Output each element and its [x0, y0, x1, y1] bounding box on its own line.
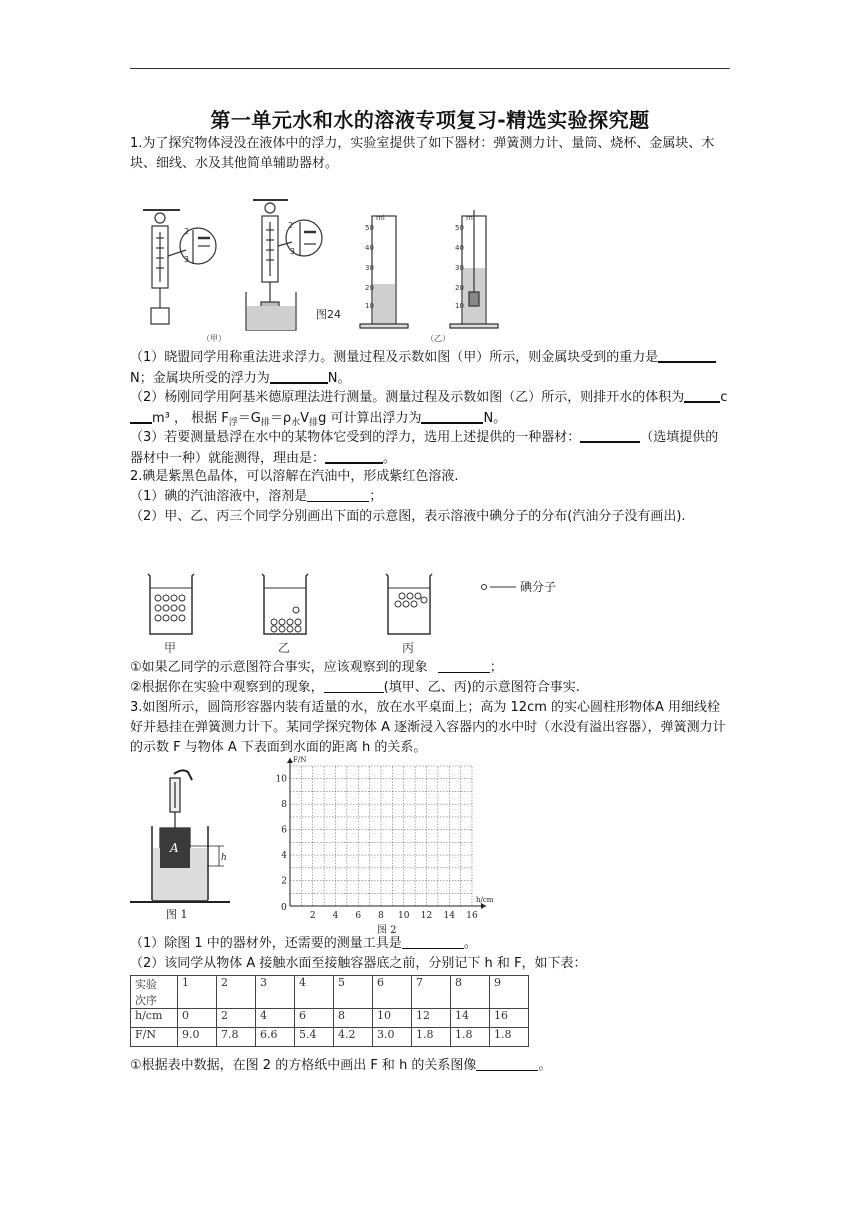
fig1-label: 图 1 [166, 908, 188, 921]
q1-intro: 1.为了探究物体浸没在液体中的浮力，实验室提供了如下器材：弹簧测力计、量筒、烧杯、金属块、木块、细线、水及其他简单辅助器材。 [130, 136, 715, 171]
table-cell: 10 [373, 1009, 412, 1028]
y-tick-label: 4 [281, 851, 287, 862]
q3-part1-end: 。 [463, 936, 477, 951]
table-cell: 12 [412, 1009, 451, 1028]
q3-part1 [130, 934, 730, 954]
beaker-yi-molecules [271, 607, 301, 632]
beaker-bing-molecules [395, 593, 427, 607]
x-tick-label: 4 [332, 911, 339, 921]
table-cell: 1.8 [451, 1028, 490, 1047]
q2-sub1-end: ； [489, 660, 503, 675]
table-cell: 1.8 [490, 1028, 529, 1047]
table-cell: 14 [451, 1009, 490, 1028]
table-cell: 1 [178, 976, 217, 1009]
y-axis-label: F/N [293, 756, 307, 764]
svg-text:20: 20 [365, 284, 374, 292]
q2-intro: 2.碘是紫黑色晶体，可以溶解在汽油中，形成紫红色溶液. [130, 469, 459, 484]
table-cell: 3 [256, 976, 295, 1009]
q1-part2-text-g: g 可计算出浮力为 [318, 411, 422, 426]
x-tick-label: 8 [378, 911, 384, 921]
q2-sub1 [130, 658, 730, 678]
q2-sub2-text-b: (填甲、乙、丙)的示意图符合事实. [383, 680, 580, 695]
q1-blank-weight[interactable] [658, 347, 716, 363]
scale1-tick-3: 3 [184, 255, 190, 264]
x-tick-label: 2 [309, 911, 316, 921]
q1-blank-force[interactable] [421, 408, 483, 424]
q1-blank-reason[interactable] [325, 448, 383, 464]
table-cell: 5 [334, 976, 373, 1009]
svg-text:40: 40 [365, 244, 374, 252]
beaker-label-yi: 乙 [278, 641, 291, 655]
q1-part1 [130, 347, 730, 389]
q1-part1-text-a: （1）晓盟同学用称重法进求浮力。测量过程及示数如图（甲）所示，则金属块受到的重力是 [130, 350, 659, 365]
data-table [130, 975, 529, 1047]
q2-part1-text: （1）碘的汽油溶液中，溶剂是 [130, 489, 308, 504]
table-cell: 0 [178, 1009, 217, 1028]
q3-intro: 3.如图所示，圆筒形容器内装有适量的水，放在水平桌面上；高为 12cm 的实心圆柱形物体A 用细线栓好并悬挂在弹簧测力计下。某同学探究物体 A 逐渐浸入容器内的水中时（水没有溢出容器），弹簧测力计的示数 F 与物体 A 下表面到水面的距离 h 的关系。 [130, 700, 726, 755]
y-tick-label: 2 [281, 876, 287, 887]
svg-text:30: 30 [455, 264, 464, 272]
beaker-yi [262, 574, 308, 634]
chart-ticks [276, 775, 478, 936]
q1-part3-text-c: 。 [383, 451, 397, 466]
q2-part1-end: ； [369, 489, 383, 504]
svg-text:10: 10 [455, 302, 464, 310]
q3-part1-text: （1）除图 1 中的器材外，还需要的测量工具是 [130, 936, 402, 951]
q1-part2-unit-c: c [720, 390, 728, 405]
x-tick-label: 16 [466, 911, 478, 921]
q2-sub2 [130, 678, 730, 698]
origin-label: 0 [281, 903, 287, 913]
scale1-tick-2: 2 [184, 227, 190, 236]
h-label: h [221, 853, 227, 863]
table-cell: 6.6 [256, 1028, 295, 1047]
table-row-order [131, 976, 529, 1009]
q3-part2-sub1-text: ①根据表中数据，在图 2 的方格纸中画出 F 和 h 的关系图像 [130, 1058, 477, 1073]
q1-part2-text-f: V [300, 411, 310, 426]
table-cell: 16 [490, 1009, 529, 1028]
x-axis-label: h/cm [476, 896, 494, 904]
sub-pai-1: 排 [260, 418, 270, 428]
svg-text:30: 30 [365, 264, 374, 272]
x-tick-label: 14 [443, 911, 455, 921]
table-cell: 9 [490, 976, 529, 1009]
q3-figure-1 [130, 766, 230, 926]
q3-blank-tool[interactable] [402, 934, 464, 949]
svg-text:ml: ml [376, 214, 385, 222]
svg-text:ml: ml [466, 214, 475, 222]
table-cell: 7 [412, 976, 451, 1009]
x-tick-label: 10 [398, 911, 410, 921]
beaker-jia [148, 574, 194, 634]
table-row-h [131, 1009, 529, 1028]
q2-beakers-figure [140, 566, 600, 656]
table-cell: 9.0 [178, 1028, 217, 1047]
q1-part2-text-e: ＝ρ [269, 411, 292, 426]
table-cell: 6 [295, 1009, 334, 1028]
measuring-cylinder-1 [360, 216, 408, 328]
table-cell: 1.8 [412, 1028, 451, 1047]
svg-text:40: 40 [455, 244, 464, 252]
q2-sub2-text-a: ②根据你在实验中观察到的现象， [130, 680, 324, 695]
q1-blank-equipment[interactable] [580, 427, 640, 443]
scale2-tick-2: 2 [288, 221, 294, 230]
y-tick-label: 6 [281, 825, 287, 836]
svg-text:50: 50 [455, 224, 464, 232]
fig-number: 图24 [316, 308, 341, 321]
table-cell: 4.2 [334, 1028, 373, 1047]
y-tick-label: 10 [276, 774, 287, 785]
q2-part1 [130, 487, 730, 507]
y-tick-label: 8 [281, 800, 287, 811]
beaker-label-jia: 甲 [164, 641, 177, 655]
page-title: 第一单元水和水的溶液专项复习-精选实验探究题 [210, 108, 650, 132]
q2-blank-phenomenon[interactable] [438, 658, 490, 673]
q2-blank-correct-diagram[interactable] [324, 678, 384, 693]
table-cell: 2 [217, 1009, 256, 1028]
q1-part2-text-a: （2）杨刚同学用阿基米德原理法进行测量。测量过程及示数如图（乙）所示，则排开水的体积为 [130, 390, 685, 405]
chart-grid [290, 766, 472, 906]
q1-part1-text-b: N；金属块所受的浮力为 [130, 371, 270, 386]
q1-blank-volume-2[interactable] [130, 408, 152, 424]
scale2-tick-3: 3 [290, 247, 296, 256]
fig2-label: 图 2 [377, 925, 397, 936]
table-cell: 4 [256, 1009, 295, 1028]
table-cell: 7.8 [217, 1028, 256, 1047]
q1-part3-text-b: （选填提供的器材中一种）就能测得，理由是： [130, 430, 719, 466]
svg-text:10: 10 [365, 302, 374, 310]
header-rule [130, 68, 730, 69]
sub-shui: 水 [291, 418, 301, 428]
q2-blank-solvent[interactable] [307, 487, 369, 502]
table-cell: 8 [334, 1009, 373, 1028]
q2-sub1-text: ①如果乙同学的示意图符合事实，应该观察到的现象 [130, 660, 428, 675]
table-cell: 4 [295, 976, 334, 1009]
table-head-order: 实验 次序 [131, 976, 178, 1009]
q1-part2-text-c: m³ ， 根据 F [152, 411, 229, 426]
beaker-jia-molecules [155, 595, 185, 621]
q3-chart [276, 756, 506, 936]
q1-part2-text-d: ＝G [237, 411, 261, 426]
q1-part3 [130, 427, 730, 469]
block-label-a: A [170, 841, 179, 855]
beaker-label-bing: 丙 [402, 641, 415, 655]
table-cell: 5.4 [295, 1028, 334, 1047]
svg-text:20: 20 [455, 284, 464, 292]
q3-part2-sub1-end: 。 [538, 1058, 552, 1073]
q3-part2-sub1 [130, 1056, 730, 1076]
legend-molecule-icon [482, 585, 487, 590]
sub-fu: 浮 [228, 418, 238, 428]
q1-blank-buoyancy[interactable] [270, 368, 328, 384]
spring-scale-1 [143, 210, 216, 324]
q2-part2: （2）甲、乙、丙三个同学分别画出下面的示意图，表示溶液中碘分子的分布(汽油分子没有画出). [130, 509, 686, 524]
x-tick-label: 12 [420, 911, 433, 921]
q1-part3-text-a: （3）若要测量悬浮在水中的某物体它受到的浮力，选用上述提供的一种器材： [130, 430, 581, 445]
sub-pai-2: 排 [309, 418, 319, 428]
q1-part1-text-c: N。 [327, 371, 351, 386]
table-head-f: F/N [131, 1028, 178, 1047]
fig-label-yi: （乙） [426, 334, 450, 343]
table-cell: 3.0 [373, 1028, 412, 1047]
q1-figure [140, 196, 520, 346]
q3-blank-graph[interactable] [476, 1056, 538, 1071]
table-head-h: h/cm [131, 1009, 178, 1028]
q1-part2-text-h: N。 [483, 411, 507, 426]
table-cell: 6 [373, 976, 412, 1009]
q1-blank-volume[interactable] [684, 387, 720, 403]
table-cell: 2 [217, 976, 256, 1009]
q3-part2: （2）该同学从物体 A 接触水面至接触容器底之前，分别记下 h 和 F，如下表： [130, 956, 587, 971]
table-cell: 8 [451, 976, 490, 1009]
spring-scale-2 [246, 200, 322, 330]
svg-text:50: 50 [365, 224, 374, 232]
table-row-f [131, 1028, 529, 1047]
legend-label: 碘分子 [520, 580, 557, 594]
fig-label-jia: （甲） [202, 334, 226, 343]
x-tick-label: 6 [355, 911, 362, 921]
